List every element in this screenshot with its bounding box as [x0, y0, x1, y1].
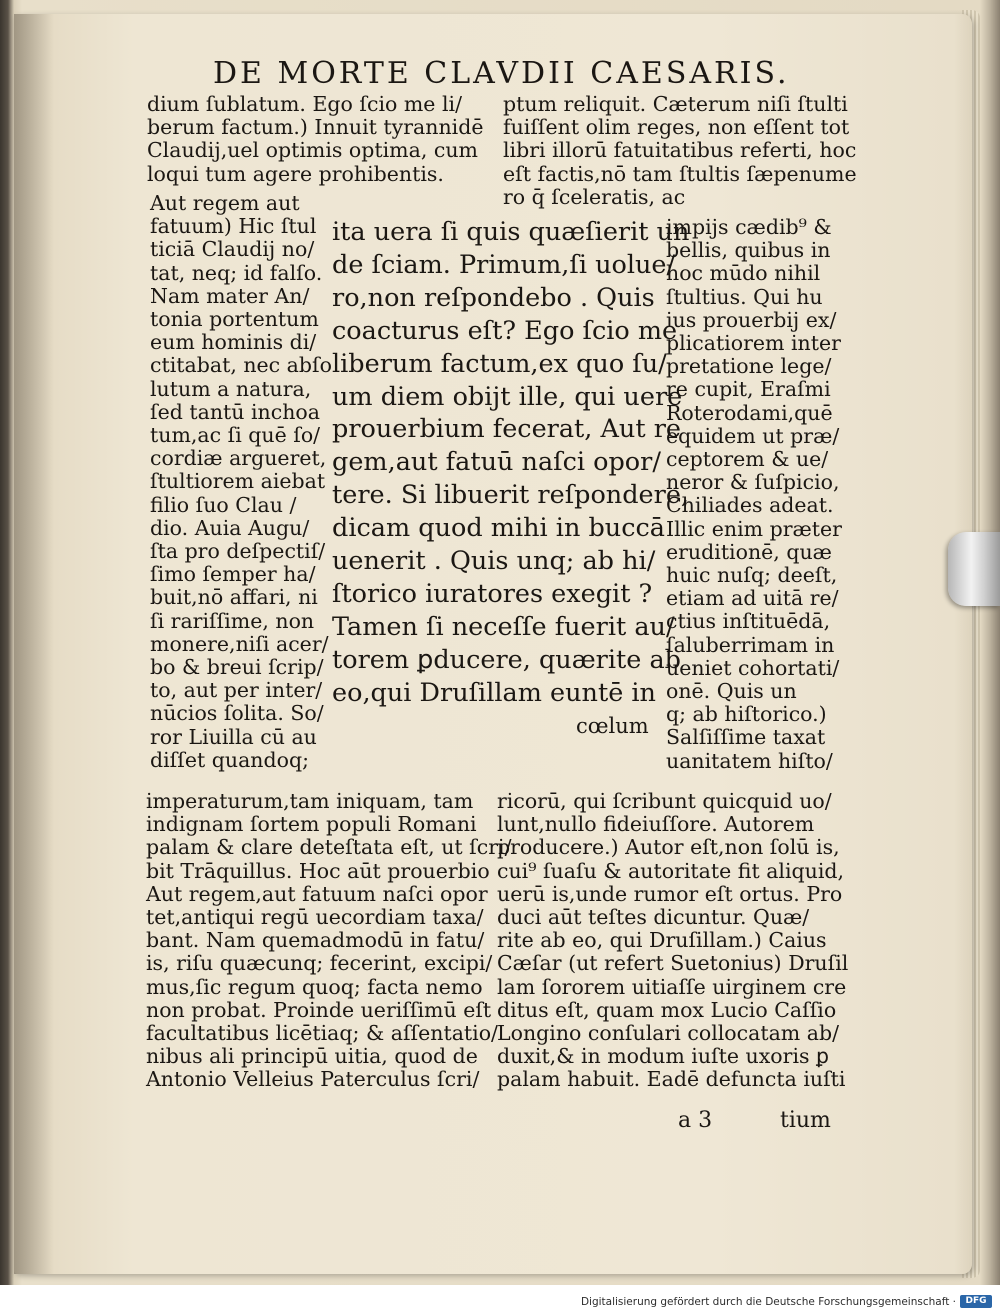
- text-line: diſſet quandoq;: [150, 747, 309, 772]
- text-line: lam ſororem uitiaſſe uirginem cre: [497, 974, 847, 999]
- text-line: Antonio Velleius Paterculus ſcri/: [146, 1067, 480, 1092]
- text-line: ſi rariſſime, non: [150, 608, 315, 633]
- text-line: bit Trāquillus. Hoc aūt prouerbio: [146, 858, 490, 883]
- text-line: Nam mater An/: [150, 283, 310, 308]
- text-line: ctitabat, nec abſo: [150, 353, 332, 378]
- text-line: berum factum.) Innuit tyrannidē: [147, 115, 484, 140]
- text-line: filio ſuo Clau /: [150, 492, 297, 517]
- text-line: loqui tum agere prohibentis.: [147, 161, 444, 186]
- bottom-right-column: [497, 790, 848, 1092]
- text-line: eruditionē, quæ: [666, 539, 832, 564]
- text-line: Illic enim præter: [666, 516, 842, 541]
- text-line: mus,ſic regum quoq; facta nemo: [146, 974, 483, 999]
- text-line: Longino conſulari collocatam ab/: [497, 1021, 840, 1046]
- text-line: impijs cædib⁹ &: [666, 215, 832, 239]
- top-left-column: [147, 93, 484, 186]
- text-line: duci aūt teſtes dicuntur. Quæ/: [497, 905, 810, 930]
- text-line: neror & ſuſpicio,: [666, 470, 840, 495]
- text-line: Salſiſſime taxat: [666, 725, 826, 750]
- text-line: palam habuit. Eadē defuncta iuſti: [497, 1067, 846, 1092]
- text-line: Aut regem aut: [150, 191, 300, 215]
- text-line: fuiſſent olim reges, non eſſent tot: [503, 115, 850, 140]
- text-line: uerū is,unde rumor eſt ortus. Pro: [497, 881, 843, 906]
- funding-credit: Digitalisierung gefördert durch die Deutsche Forschungsgemeinschaft ·: [580, 1296, 956, 1308]
- text-line: nibus ali principū uitia, quod de: [146, 1044, 478, 1069]
- text-line: ſtultius. Qui hu: [666, 284, 823, 309]
- text-line: dium ſublatum. Ego ſcio me li/: [147, 92, 462, 116]
- text-line: ius prouerbij ex/: [666, 307, 837, 332]
- text-line: indignam ſortem populi Romani: [146, 812, 477, 837]
- text-line: lutum a natura,: [150, 376, 312, 401]
- text-line: dio. Auia Augu/: [150, 515, 310, 540]
- text-line: huic nuſq; deeſt,: [666, 563, 838, 588]
- text-line: torem ꝑducere, quærite ab: [332, 644, 681, 675]
- text-line: equidem ut præ/: [666, 423, 840, 448]
- text-line: um diem obijt ille, qui uere: [332, 381, 683, 412]
- text-line: re cupit, Eraſmi: [666, 377, 831, 402]
- text-line: ita uera ſi quis quæſierit un: [332, 217, 690, 247]
- text-line: ceptorem & ue/: [666, 447, 829, 472]
- text-line: tum,ac ſi quē ſo/: [150, 423, 321, 448]
- text-line: ſimo ſemper ha/: [150, 562, 316, 587]
- text-line: tet,antiqui regū uecordiam taxa/: [146, 905, 484, 930]
- text-line: is, riſu quæcunq; fecerint, excipi/: [146, 951, 493, 976]
- page-gutter-shadow: [14, 14, 54, 1274]
- text-line: cœlum: [576, 713, 649, 738]
- text-line: ro q̄ ſceleratis, ac: [503, 184, 686, 209]
- text-line: ro,non reſpondebo . Quis: [332, 282, 655, 313]
- text-line: Cæſar (ut refert Suetonius) Druſil: [497, 951, 849, 976]
- text-line: eſt factis,nō tam ſtultis ſæpenume: [503, 161, 857, 186]
- text-line: tonia portentum: [150, 307, 319, 332]
- text-line: tere. Si libuerit reſpondere,: [332, 480, 690, 511]
- bottom-left-column: [146, 790, 511, 1092]
- page-clip: [948, 532, 1000, 606]
- text-line: ueniet cohortati/: [666, 655, 840, 680]
- text-line: ſaluberrimam in: [666, 632, 835, 657]
- text-line: duxit,& in modum iuſte uxoris ꝑ: [497, 1044, 830, 1069]
- text-line: facultatibus licētiaq; & aſſentatio/: [146, 1021, 498, 1046]
- text-line: fatuum) Hic ſtul: [150, 214, 317, 239]
- text-line: Aut regem,aut fatuum naſci opor: [146, 881, 488, 906]
- text-line: rite ab eo, qui Druſillam.) Caius: [497, 928, 827, 953]
- text-line: dicam quod mihi in buccā: [332, 513, 665, 544]
- text-line: non probat. Proinde ueriſſimū eſt: [146, 997, 492, 1022]
- text-line: ror Liuilla cū au: [150, 724, 317, 749]
- text-line: uenerit . Quis unq; ab hi/: [332, 546, 656, 577]
- left-gloss-column: [150, 192, 332, 772]
- catchword: tium: [780, 1108, 831, 1133]
- text-line: de ſciam. Primum,ſi uolue/: [332, 249, 676, 280]
- text-line: Tamen ſi neceſſe fuerit au/: [332, 611, 675, 642]
- text-line: palam & clare deteſtata eſt, ut ſcri/: [146, 835, 512, 860]
- text-line: plicatiorem inter: [666, 331, 841, 356]
- text-line: ſtultiorem aiebat: [150, 469, 326, 494]
- text-line: bellis, quibus in: [666, 238, 831, 263]
- text-line: to, aut per inter/: [150, 678, 323, 703]
- top-right-column: [503, 93, 857, 209]
- text-line: q; ab hiſtorico.): [666, 702, 827, 727]
- right-gloss-column: [666, 216, 842, 773]
- text-line: uanitatem hiſto/: [666, 748, 833, 773]
- text-line: tat, neq; id falſo.: [150, 260, 323, 285]
- text-line: cui⁹ ſuaſu & autoritate fit aliquid,: [497, 858, 845, 883]
- text-line: eo,qui Druſillam euntē in: [332, 677, 656, 708]
- text-line: ptum reliquit. Cæterum niſi ſtulti: [503, 92, 848, 116]
- text-line: bo & breui ſcrip/: [150, 655, 324, 680]
- text-line: ditus eſt, quam mox Lucio Caſſio: [497, 997, 837, 1022]
- main-text-column: [332, 216, 689, 743]
- text-line: prouerbium fecerat, Aut re: [332, 414, 681, 445]
- signature-mark: a 3: [678, 1108, 713, 1133]
- text-line: ctius inſtituēdā,: [666, 609, 831, 634]
- running-head: DE MORTE CLAVDII CAESARIS.: [213, 56, 790, 91]
- dfg-logo: DFG: [960, 1295, 992, 1308]
- text-line: ticiā Claudij no/: [150, 237, 315, 262]
- text-line: Claudij,uel optimis optima, cum: [147, 138, 478, 163]
- text-line: lunt,nullo fideiuſſore. Autorem: [497, 812, 815, 837]
- text-line: producere.) Autor eſt,non ſolū is,: [497, 835, 840, 860]
- text-line: ſtorico iuratores exegit ?: [332, 578, 653, 609]
- text-line: onē. Quis un: [666, 679, 797, 704]
- text-line: etiam ad uitā re/: [666, 586, 839, 611]
- text-line: cordiæ argueret,: [150, 446, 327, 471]
- text-line: ſed tantū inchoa: [150, 399, 320, 424]
- text-line: Roterodami,quē: [666, 400, 833, 425]
- text-line: ſta pro deſpectiſ/: [150, 539, 326, 564]
- text-line: Chiliades adeat.: [666, 493, 834, 518]
- text-line: ricorū, qui ſcribunt quicquid uo/: [497, 789, 832, 813]
- text-line: imperaturum,tam iniquam, tam: [146, 789, 474, 813]
- text-line: eum hominis di/: [150, 330, 317, 355]
- text-line: nūcios ſolita. So/: [150, 701, 324, 726]
- text-line: coacturus eſt? Ego ſcio me: [332, 315, 678, 346]
- text-line: liberum factum,ex quo ſu/: [332, 348, 667, 379]
- text-line: gem,aut fatuū naſci opor/: [332, 447, 661, 478]
- text-line: libri illorū fatuitatibus referti, hoc: [503, 138, 857, 163]
- text-line: hoc mūdo nihil: [666, 261, 821, 286]
- text-line: buit,nō affari, ni: [150, 585, 318, 610]
- text-line: bant. Nam quemadmodū in fatu/: [146, 928, 485, 953]
- text-line: monere,niſi acer/: [150, 631, 329, 656]
- text-line: pretatione lege/: [666, 354, 832, 379]
